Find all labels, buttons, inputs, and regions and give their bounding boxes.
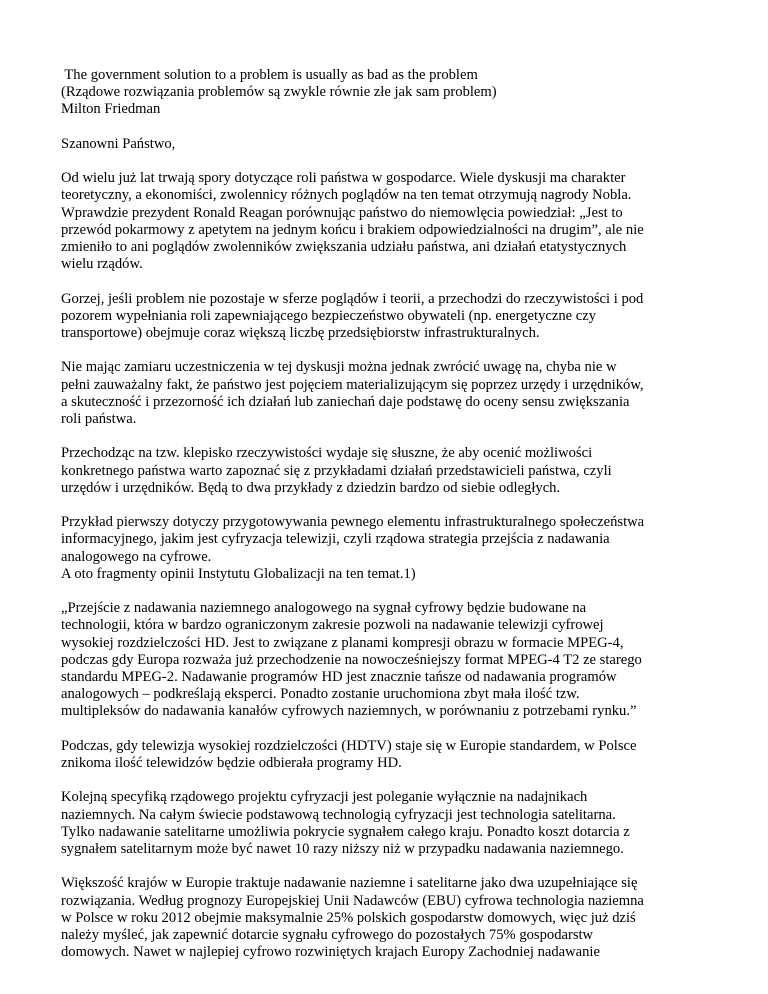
text-line: roli państwa.: [61, 411, 137, 427]
paragraph-infrastructure: [61, 291, 711, 343]
text-line: znikoma ilość telewidzów będzie odbierała programy HD.: [61, 755, 402, 771]
text-line: standardu MPEG-2. Nadawanie programów HD jest znacznie tańsze od nadawania programów: [61, 669, 617, 685]
text-line: Większość krajów w Europie traktuje nadawanie naziemne i satelitarne jako dwa uzupełniające się: [61, 875, 638, 892]
text-line: naziemnych. Na całym świecie podstawową technologią cyfryzacji jest technologia satelitarna.: [61, 806, 616, 823]
text-line: A oto fragmenty opinii Instytutu Globalizacji na ten temat.1): [61, 565, 416, 582]
text-line: rozwiązania. Według prognozy Europejskiej Unii Nadawców (EBU) cyfrowa technologia naziemna: [61, 892, 644, 909]
text-line: Tylko nadawanie satelitarne umożliwia pokrycie sygnałem całego kraju. Ponadto koszt dotarcia z: [61, 823, 630, 840]
text-line: Nie mając zamiaru uczestniczenia w tej dyskusji można jednak zwrócić uwagę na, chyba nie w: [61, 359, 617, 376]
paragraph-europe: [61, 875, 711, 961]
text-line: technologii, która w bardzo ograniczonym zakresie pozwoli na nadawanie telewizji cyfrowej: [61, 617, 604, 634]
text-line: w Polsce w roku 2012 obejmie maksymalnie 25% polskich gospodarstw domowych, więc już dziś: [61, 909, 636, 926]
text-line: Przykład pierwszy dotyczy przygotowywania pewnego elementu infrastrukturalnego społeczeństwa: [61, 514, 645, 531]
text-line: a skuteczność i przezorność ich działań lub zaniechań daje podstawę do oceny sensu zwiększania: [61, 393, 630, 410]
paragraph-examples-intro: [61, 445, 711, 497]
epigraph-author: Milton Friedman: [61, 101, 161, 118]
text-line: Przechodząc na tzw. klepisko rzeczywistości wydaje się słuszne, że aby ocenić możliwości: [61, 445, 593, 462]
text-line: wielu rządów.: [61, 256, 143, 273]
text-line: analogowego na cyfrowe.: [61, 548, 212, 565]
paragraph-quotation: [61, 600, 711, 720]
text-line: przewód pokarmowy z apetytem na jednym końcu i brakiem odpowiedzialności na drugim”, ale nie: [61, 221, 644, 238]
paragraph-terrestrial: [61, 789, 711, 858]
text-line: należy myśleć, jak zapewnić dotarcie sygnału cyfrowego do pozostałych 75% gospodarstw: [61, 927, 594, 943]
paragraph-officials: [61, 359, 711, 428]
text-line: analogowych – podkreślają eksperci. Ponadto zostanie uruchomiona zbyt mała ilość tzw.: [61, 686, 580, 703]
text-line: „Przejście z nadawania naziemnego analogowego na sygnał cyfrowy będzie budowane na: [61, 600, 587, 617]
text-line: teoretyczny, a ekonomiści, zwolennicy różnych poglądów na ten temat otrzymują nagrody Nobla.: [61, 187, 632, 204]
text-line: pozorem wypełniania roli zapewniającego bezpieczeństwo obywateli (np. energetyczne czy: [61, 307, 596, 324]
paragraph-first-example: [61, 514, 711, 583]
text-line: zmieniło to ani poglądów zwolenników zwiększania udziału państwa, ani działań etatystycznych: [61, 239, 627, 255]
text-line: Gorzej, jeśli problem nie pozostaje w sferze poglądów i teorii, a przechodzi do rzeczywistości i pod: [61, 290, 644, 307]
paragraph-role-of-state: [61, 170, 711, 273]
salutation-text: Szanowni Państwo,: [61, 135, 176, 152]
salutation: [61, 136, 711, 153]
text-line: podczas gdy Europa rozważa już przechodzenie na nowocześniejszy format MPEG-4 T2 ze starego: [61, 651, 642, 668]
text-line: Kolejną specyfiką rządowego projektu cyfryzacji jest poleganie wyłącznie na nadajnikach: [61, 789, 588, 806]
epigraph-quote-polish: (Rządowe rozwiązania problemów są zwykle równie złe jak sam problem): [61, 84, 497, 101]
text-line: domowych. Nawet w najlepiej cyfrowo rozwiniętych krajach Europy Zachodniej nadawanie: [61, 944, 600, 961]
epigraph-quote-english: The government solution to a problem is usually as bad as the problem: [61, 67, 478, 83]
text-line: urzędów i urzędników. Będą to dwa przykłady z dziedzin bardzo od siebie odległych.: [61, 479, 561, 496]
text-line: sygnałem satelitarnym może być nawet 10 razy niższy niż w przypadku nadawania naziemnego.: [61, 841, 624, 857]
text-line: konkretnego państwa warto zapoznać się z przykładami działań przedstawicieli państwa, czyli: [61, 462, 612, 479]
document-page: [61, 67, 711, 979]
epigraph: [61, 67, 711, 119]
paragraph-hdtv: [61, 738, 711, 772]
text-line: multipleksów do nadawania kanałów cyfrowych naziemnych, w porównaniu z potrzebami rynku.”: [61, 703, 637, 720]
text-line: Wprawdzie prezydent Ronald Reagan porównując państwo do niemowlęcia powiedział: „Jest to: [61, 204, 623, 221]
text-line: transportowe) obejmuje coraz większą liczbę przedsiębiorstw infrastrukturalnych.: [61, 325, 540, 341]
text-line: informacyjnego, jakim jest cyfryzacja telewizji, czyli rządowa strategia przejścia z nadawania: [61, 531, 610, 548]
text-line: pełni zauważalny fakt, że państwo jest pojęciem materializującym się poprzez urzędy i urzędników,: [61, 376, 644, 393]
text-line: wysokiej rozdzielczości HD. Jest to związane z planami kompresji obrazu w formacie MPEG-4,: [61, 634, 624, 651]
text-line: Podczas, gdy telewizja wysokiej rozdzielczości (HDTV) staje się w Europie standardem, w Polsce: [61, 737, 637, 754]
text-line: Od wielu już lat trwają spory dotyczące roli państwa w gospodarce. Wiele dyskusji ma charakter: [61, 170, 626, 187]
